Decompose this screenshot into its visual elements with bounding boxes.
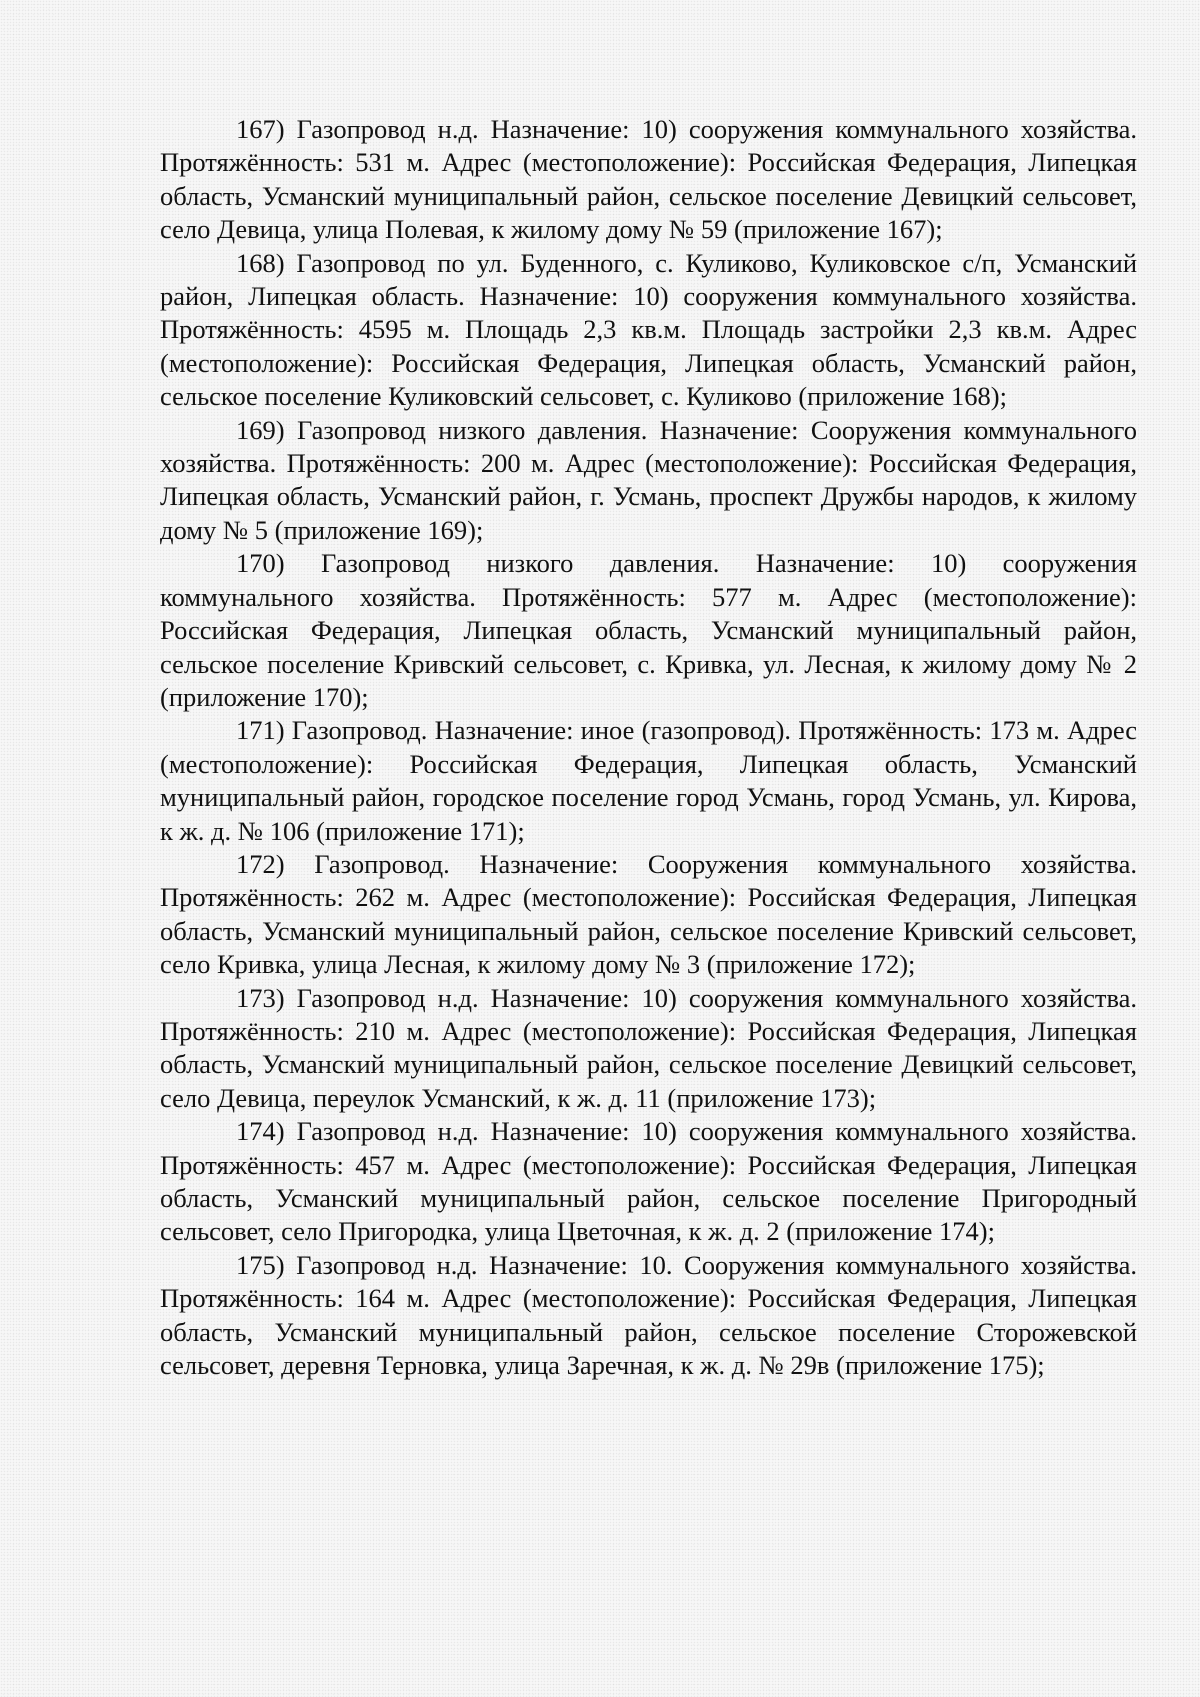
list-item-172: 172) Газопровод. Назначение: Сооружения коммунального хозяйства. Протяжённость: 262 м. Адрес (местоположение): Российская Федерация, Липецкая область, Усманский муниципальный район, сельское поселение Кривский сельсовет, село Кривка, улица Лесная, к жилому дому № 3 (приложение 172); [160, 848, 1137, 980]
document-body [160, 113, 1137, 1382]
list-item-171: 171) Газопровод. Назначение: иное (газопровод). Протяжённость: 173 м. Адрес (местоположение): Российская Федерация, Липецкая область, Усманский муниципальный район, городское поселение город Усмань, город Усмань, ул. Кирова, к ж. д. № 106 (приложение 171); [160, 715, 1137, 846]
list-item-168: 168) Газопровод по ул. Буденного, с. Куликово, Куликовское с/п, Усманский район, Липецкая область. Назначение: 10) сооружения коммунального хозяйства. Протяжённость: 4595 м. Площадь 2,3 кв.м. Площадь застройки 2,3 кв.м. Адрес (местоположение): Российская Федерация, Липецкая область, Усманский район, сельское поселение Куликовский сельсовет, с. Куликово (приложение 168); [160, 247, 1137, 412]
list-item-175: 175) Газопровод н.д. Назначение: 10. Сооружения коммунального хозяйства. Протяжённость: 164 м. Адрес (местоположение): Российская Федерация, Липецкая область, Усманский муниципальный район, сельское поселение Сторожевской сельсовет, деревня Терновка, улица Заречная, к ж. д. № 29в (приложение 175); [160, 1249, 1137, 1381]
list-item-174: 174) Газопровод н.д. Назначение: 10) сооружения коммунального хозяйства. Протяжённость: 457 м. Адрес (местоположение): Российская Федерация, Липецкая область, Усманский муниципальный район, сельское поселение Пригородный сельсовет, село Пригородка, улица Цветочная, к ж. д. 2 (приложение 174); [160, 1116, 1137, 1247]
list-item-169: 169) Газопровод низкого давления. Назначение: Сооружения коммунального хозяйства. Протяжённость: 200 м. Адрес (местоположение): Российская Федерация, Липецкая область, Усманский район, г. Усмань, проспект Дружбы народов, к жилому дому № 5 (приложение 169); [160, 414, 1137, 545]
list-item-173: 173) Газопровод н.д. Назначение: 10) сооружения коммунального хозяйства. Протяжённость: 210 м. Адрес (местоположение): Российская Федерация, Липецкая область, Усманский муниципальный район, сельское поселение Девицкий сельсовет, село Девица, переулок Усманский, к ж. д. 11 (приложение 173); [160, 982, 1137, 1113]
list-item-170: 170) Газопровод низкого давления. Назначение: 10) сооружения коммунального хозяйства. Протяжённость: 577 м. Адрес (местоположение): Российская Федерация, Липецкая область, Усманский муниципальный район, сельское поселение Кривский сельсовет, с. Кривка, ул. Лесная, к жилому дому № 2 (приложение 170); [160, 548, 1137, 712]
list-item-167: 167) Газопровод н.д. Назначение: 10) сооружения коммунального хозяйства. Протяжённость: 531 м. Адрес (местоположение): Российская Федерация, Липецкая область, Усманский муниципальный район, сельское поселение Девицкий сельсовет, село Девица, улица Полевая, к жилому дому № 59 (приложение 167); [160, 114, 1137, 245]
